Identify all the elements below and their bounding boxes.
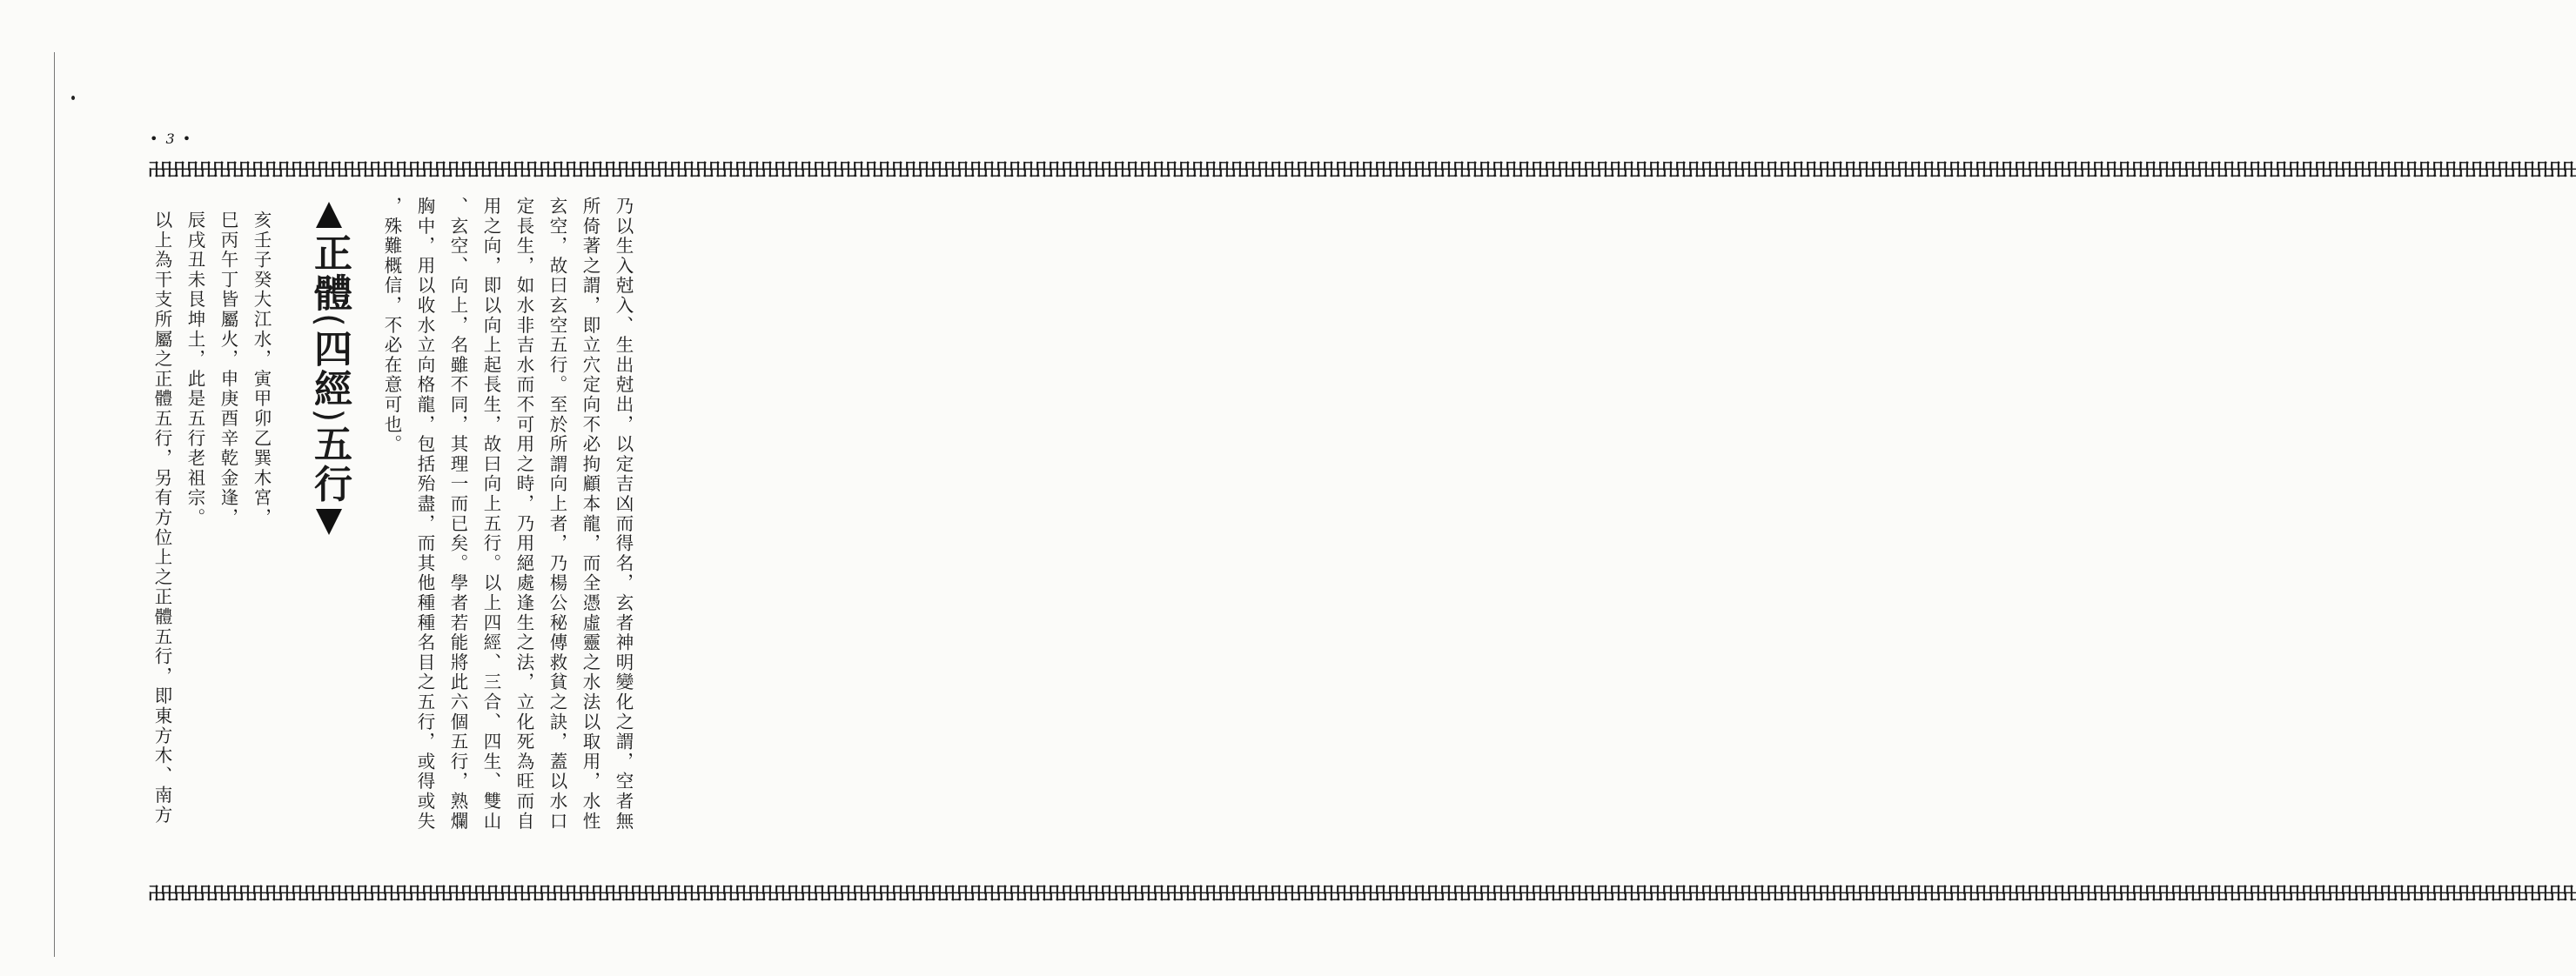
title-part-inner: 四經 xyxy=(307,328,352,409)
body-column-5: 用之向，即以向上起長生，故曰向上五行。以上四經、三合、四生、雙山 xyxy=(480,197,501,832)
up-triangle-icon xyxy=(316,202,342,228)
top-swastika-border: 卍卍卍卍卍卍卍卍卍卍卍卍卍卍卍卍卍卍卍卍卍卍卍卍卍卍卍卍卍卍卍卍卍卍卍卍卍卍卍卍卍卍卍卍卍卍卍卍卍卍卍卍卍卍卍卍卍卍卍卍卍卍卍卍卍卍卍卍卍卍卍卍卍卍卍卍卍卍卍卍卍卍卍卍卍卍卍卍卍卍卍卍卍卍卍卍卍卍卍卍卍卍卍卍卍卍卍卍卍卍卍卍卍卍卍卍卍卍卍卍卍卍卍卍卍卍卍卍卍卍卍卍卍卍卍卍卍卍卍卍卍卍卍卍卍卍卍卍卍卍卍卍卍卍卍卍卍卍卍卍卍卍卍卍卍卍卍卍卍卍卍卍卍卍卍卍卍卍卍卍卍卍卍卍卍卍 xyxy=(148,159,2576,180)
section-heading xyxy=(303,202,355,576)
section-column-1: 亥壬子癸大江水，寅甲卯乙巽木宮， xyxy=(251,211,272,528)
scan-speck xyxy=(71,96,75,100)
body-column-8: ，殊難概信，不必在意可也。 xyxy=(381,197,402,455)
section-title xyxy=(305,233,353,504)
body-column-7: 胸中，用以收水立向格龍，包括殆盡，而其他種種名目之五行，或得或失 xyxy=(414,197,435,832)
body-column-1: 乃以生入尅入、生出尅出，以定吉凶而得名，玄者神明變化之謂，空者無 xyxy=(613,197,634,832)
section-column-3: 辰戌丑未艮坤土，此是五行老祖宗。 xyxy=(184,211,205,528)
title-close-paren: ) xyxy=(309,408,349,424)
bottom-swastika-border: 卍卍卍卍卍卍卍卍卍卍卍卍卍卍卍卍卍卍卍卍卍卍卍卍卍卍卍卍卍卍卍卍卍卍卍卍卍卍卍卍卍卍卍卍卍卍卍卍卍卍卍卍卍卍卍卍卍卍卍卍卍卍卍卍卍卍卍卍卍卍卍卍卍卍卍卍卍卍卍卍卍卍卍卍卍卍卍卍卍卍卍卍卍卍卍卍卍卍卍卍卍卍卍卍卍卍卍卍卍卍卍卍卍卍卍卍卍卍卍卍卍卍卍卍卍卍卍卍卍卍卍卍卍卍卍卍卍卍卍卍卍卍卍卍卍卍卍卍卍卍卍卍卍卍卍卍卍卍卍卍卍卍卍卍卍卍卍卍卍卍卍卍卍卍卍卍卍卍卍卍卍卍卍卍卍卍 xyxy=(148,883,2576,904)
body-column-3: 玄空，故曰玄空五行。至於所謂向上者，乃楊公秘傳救貧之訣，蓋以水口 xyxy=(547,197,567,832)
body-column-2: 所倚著之謂，即立穴定向不必拘顧本龍，而全憑虛靈之水法以取用，水性 xyxy=(580,197,600,832)
title-part-main: 正體 xyxy=(307,233,352,313)
title-part-end: 五行 xyxy=(307,424,352,505)
page-number: • 3 • xyxy=(150,130,193,147)
binding-edge-line xyxy=(54,52,55,957)
body-column-6: 、玄空、向上，名雖不同，其理一而已矣。學者若能將此六個五行，熟爛 xyxy=(447,197,468,832)
title-open-paren: ( xyxy=(309,313,349,329)
down-triangle-icon xyxy=(316,509,342,535)
body-column-4: 定長生，如水非吉水而不可用之時，乃用絕處逢生之法，立化死為旺而自 xyxy=(513,197,534,832)
section-column-4: 以上為干支所屬之正體五行，另有方位上之正體五行，即東方木、南方 xyxy=(151,211,172,826)
section-column-2: 巳丙午丁皆屬火，申庚酉辛乾金逢， xyxy=(218,211,238,528)
